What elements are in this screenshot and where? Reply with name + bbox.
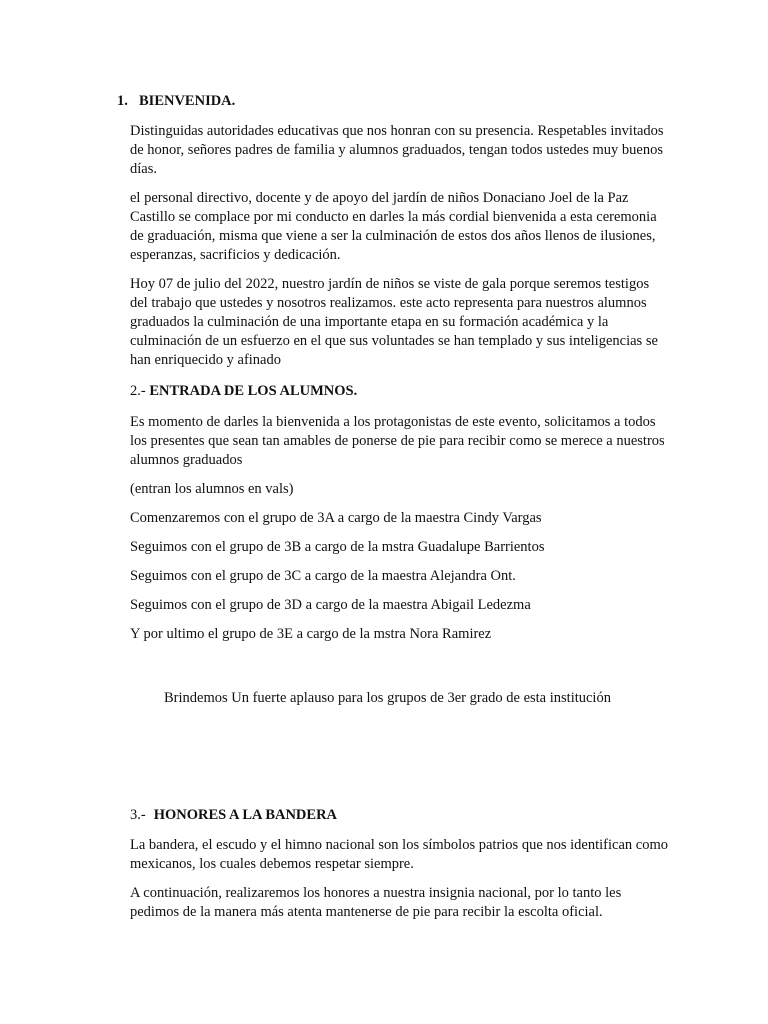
section-heading-honores	[130, 806, 337, 825]
paragraph: Y por ultimo el grupo de 3E a cargo de la mstra Nora Ramirez	[130, 626, 492, 642]
section-number: 1.	[117, 93, 128, 109]
closing-line: Brindemos Un fuerte aplauso para los grupos de 3er grado de esta institución	[164, 690, 611, 706]
paragraph: Es momento de darles la bienvenida a los protagonistas de este evento, solicitamos a todos los presentes que sean tan amables de ponerse de pie para recibir como se merece a nuestros alumnos graduados	[130, 414, 665, 468]
section-number: 2.-	[130, 383, 146, 399]
paragraph: Seguimos con el grupo de 3D a cargo de la maestra Abigail Ledezma	[130, 597, 531, 613]
paragraph: Hoy 07 de julio del 2022, nuestro jardín de niños se viste de gala porque seremos testigos del trabajo que ustedes y nosotros realizamos. este acto representa para nuestros alumnos graduados la culminación de una importante etapa en su formación académica y la culminación de un esfuerzo en el que sus voluntades se han templado y sus inteligencias se han enriquecido y afinado	[130, 276, 658, 368]
paragraph: Seguimos con el grupo de 3C a cargo de la maestra Alejandra Ont.	[130, 568, 516, 584]
section-body-entrada	[130, 413, 670, 654]
paragraph: La bandera, el escudo y el himno nacional son los símbolos patrios que nos identifican como mexicanos, los cuales debemos respetar siempre.	[130, 837, 668, 872]
paragraph: el personal directivo, docente y de apoyo del jardín de niños Donaciano Joel de la Paz Castillo se complace por mi conducto en darles la más cordial bienvenida a esta ceremonia de graduación, misma que viene a ser la culminación de estos dos años llenos de ilusiones, esperanzas, sacrificios y dedicación.	[130, 190, 657, 263]
paragraph: Distinguidas autoridades educativas que nos honran con su presencia. Respetables invitados de honor, señores padres de familia y alumnos graduados, tengan todos ustedes muy buenos días.	[130, 123, 664, 177]
section-title: HONORES A LA BANDERA	[153, 807, 338, 823]
section-heading-bienvenida	[117, 92, 235, 111]
section-number: 3.-	[130, 807, 146, 823]
paragraph: A continuación, realizaremos los honores a nuestra insignia nacional, por lo tanto les pedimos de la manera más atenta mantenerse de pie para recibir la escolta oficial.	[130, 885, 622, 920]
paragraph: Comenzaremos con el grupo de 3A a cargo de la maestra Cindy Vargas	[130, 510, 542, 526]
paragraph: Seguimos con el grupo de 3B a cargo de la mstra Guadalupe Barrientos	[130, 539, 545, 555]
paragraph: (entran los alumnos en vals)	[130, 481, 294, 497]
section-body-bienvenida	[130, 122, 670, 380]
section-title: ENTRADA DE LOS ALUMNOS.	[149, 383, 358, 399]
section-title: BIENVENIDA.	[139, 93, 236, 109]
section-body-honores	[130, 836, 670, 932]
section-heading-entrada	[130, 382, 357, 401]
